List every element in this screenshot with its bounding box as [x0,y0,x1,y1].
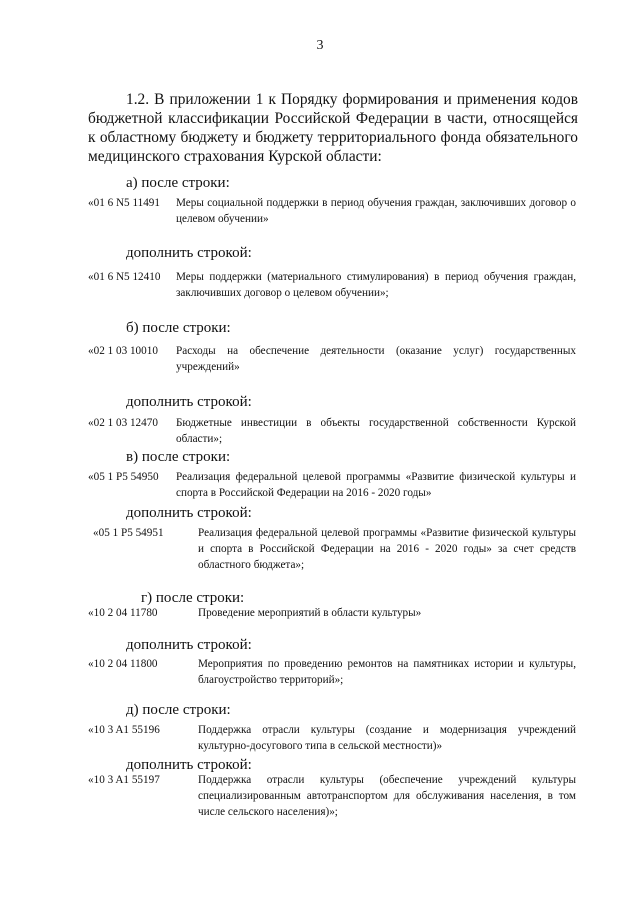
intro-paragraph: 1.2. В приложении 1 к Порядку формирования и применения кодов бюджетной классификации Российской Федерации в части, относящейся к областному бюджету и бюджету территориального фонда обязательного медицинского страхования Курской области: [88,91,578,165]
code-description: Реализация федеральной целевой программы «Развитие физической культуры и спорта в Российской Федерации на 2016 - 2020 годы» за счет средств областного бюджета»; [198,527,576,571]
heading-g-add: дополнить строкой: [126,637,252,653]
code-description: Мероприятия по проведению ремонтов на памятниках истории и культуры, благоустройство территорий»; [198,658,576,686]
budget-code: «05 1 P5 54951 [93,527,164,539]
budget-code: «01 6 N5 12410 [88,271,161,283]
heading-v: в) после строки: [126,449,231,465]
budget-code: «10 2 04 11780 [88,607,158,619]
code-description: Бюджетные инвестиции в объекты государственной собственности Курской области»; [176,417,576,445]
heading-a: а) после строки: [126,175,230,191]
budget-code: «02 1 03 10010 [88,345,158,357]
budget-code: «10 3 A1 55197 [88,774,160,786]
heading-a-add: дополнить строкой: [126,245,252,261]
heading-d: д) после строки: [126,702,231,718]
code-description: Проведение мероприятий в области культуры» [198,607,422,619]
code-description: Меры поддержки (материального стимулирования) в период обучения граждан, заключивших договор о целевом обучении»; [176,271,576,299]
heading-v-add: дополнить строкой: [126,505,252,521]
heading-b: б) после строки: [126,320,231,336]
budget-code: «05 1 P5 54950 [88,471,159,483]
code-description: Реализация федеральной целевой программы «Развитие физической культуры и спорта в Российской Федерации на 2016 - 2020 годы» [176,471,576,499]
heading-b-add: дополнить строкой: [126,394,252,410]
budget-code: «01 6 N5 11491 [88,197,160,209]
code-description: Поддержка отрасли культуры (создание и модернизация учреждений культурно-досугового типа в сельской местности)» [198,724,576,752]
budget-code: «10 2 04 11800 [88,658,158,670]
heading-d-add: дополнить строкой: [126,757,252,773]
budget-code: «02 1 03 12470 [88,417,158,429]
page-number: 3 [316,38,324,53]
code-description: Расходы на обеспечение деятельности (оказание услуг) государственных учреждений» [176,345,576,373]
budget-code: «10 3 A1 55196 [88,724,160,736]
heading-g: г) после строки: [141,590,245,606]
code-description: Меры социальной поддержки в период обучения граждан, заключивших договор о целевом обучении» [176,197,576,225]
code-description: Поддержка отрасли культуры (обеспечение учреждений культуры специализированным автотранспортом для обслуживания населения, в том числе сельского населения)»; [198,774,576,818]
